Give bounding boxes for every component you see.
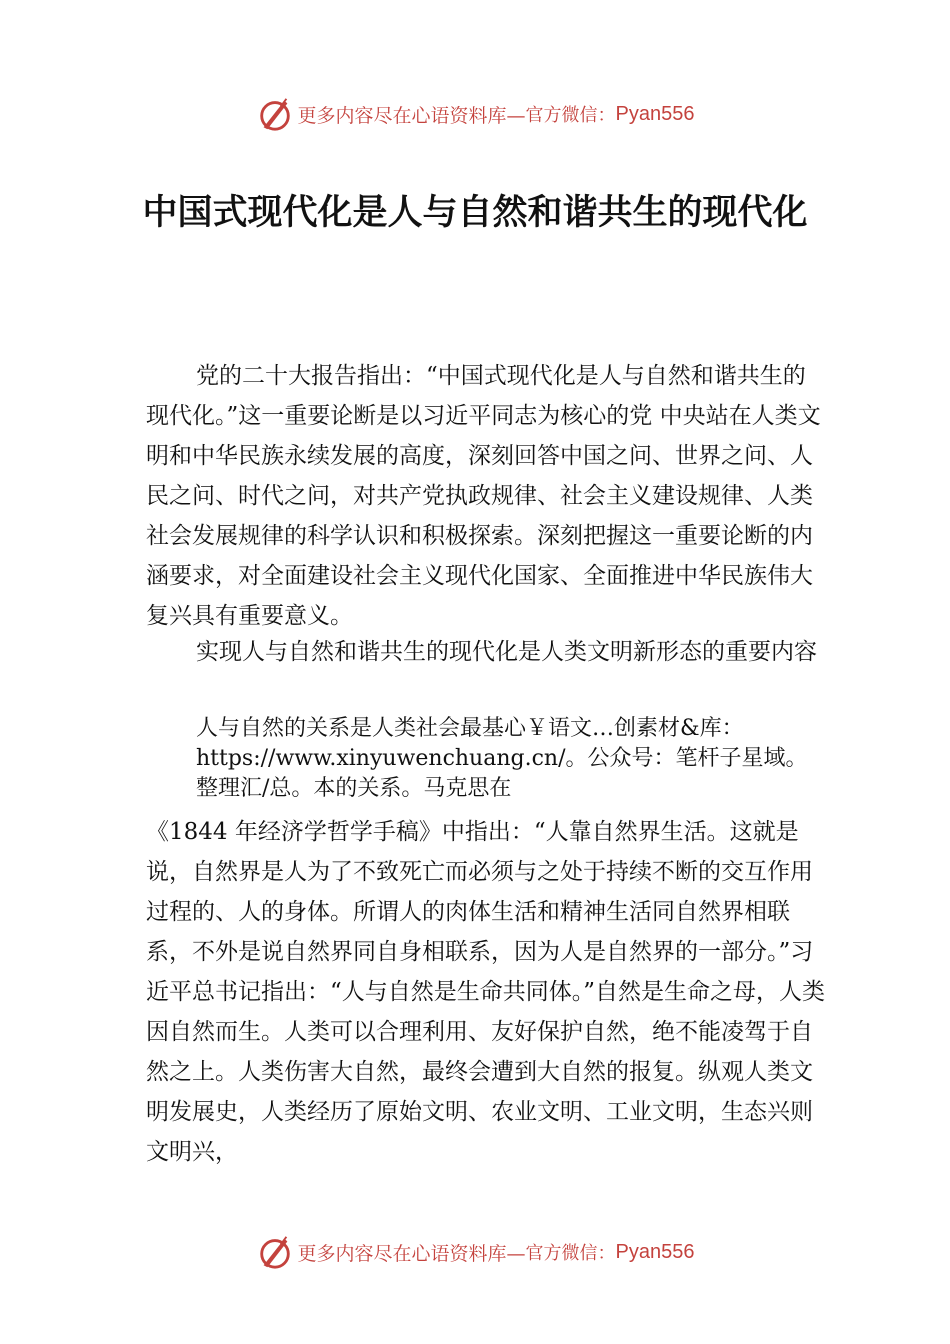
watermark-text: 人与自然的关系是人类社会最基心￥语文…创素材&库： https://www.xinyuwenchuang.cn/。公众号：笔杆子星域。 整理汇/总。本的关系。马克思在 [196,716,808,801]
section-heading: 实现人与自然和谐共生的现代化是人类文明新形态的重要内容 [196,639,817,665]
banner-text: 更多内容尽在心语资料库— [297,104,526,127]
banner-text: 更多内容尽在心语资料库— [297,1242,526,1265]
paragraph-2: 《1844 年经济学哲学手稿》中指出：“人靠自然界生活。这就是说，自然界是人为了不致死亡而必须与之处于持续不断的交互作用过程的、人的身体。所谓人的肉体生活和精神生活同自然界相联系，不外是说自然界同自身相联系，因为人是自然界的一部分。”习近平总书记指出：“人与自然是生命共同体。”自然是生命之母，人类因自然而生。人类可以合理利用、友好保护自然，绝不能凌驾于自然之上。人类伤害大自然，最终会遭到大自然的报复。纵观人类文明发展史，人类经历了原始文明、农业文明、工业文明，生态兴则文明兴， [146,819,826,1165]
banner-label: 官方微信： [525,1243,616,1264]
footer-banner [0,1232,950,1272]
document-title: 中国式现代化是人与自然和谐共生的现代化 [142,192,808,233]
banner-wechat-id: Pyan556 [615,1240,695,1263]
header-banner [0,94,950,134]
quill-logo-icon [256,1233,294,1271]
quill-logo-icon [256,95,294,133]
paragraph-1: 党的二十大报告指出：“中国式现代化是人与自然和谐共生的现代化。”这一重要论断是以习近平同志为核心的党 中央站在人类文明和中华民族永续发展的高度，深刻回答中国之问、世界之问、人民之问、时代之问，对共产党执政规律、社会主义建设规律、人类社会发展规律的科学认识和积极探索。深刻把握这一重要论断的内涵要求，对全面建设社会主义现代化国家、全面推进中华民族伟大复兴具有重要意义。 [146,363,821,629]
banner-wechat-id: Pyan556 [615,102,695,125]
banner-label: 官方微信： [525,105,616,126]
